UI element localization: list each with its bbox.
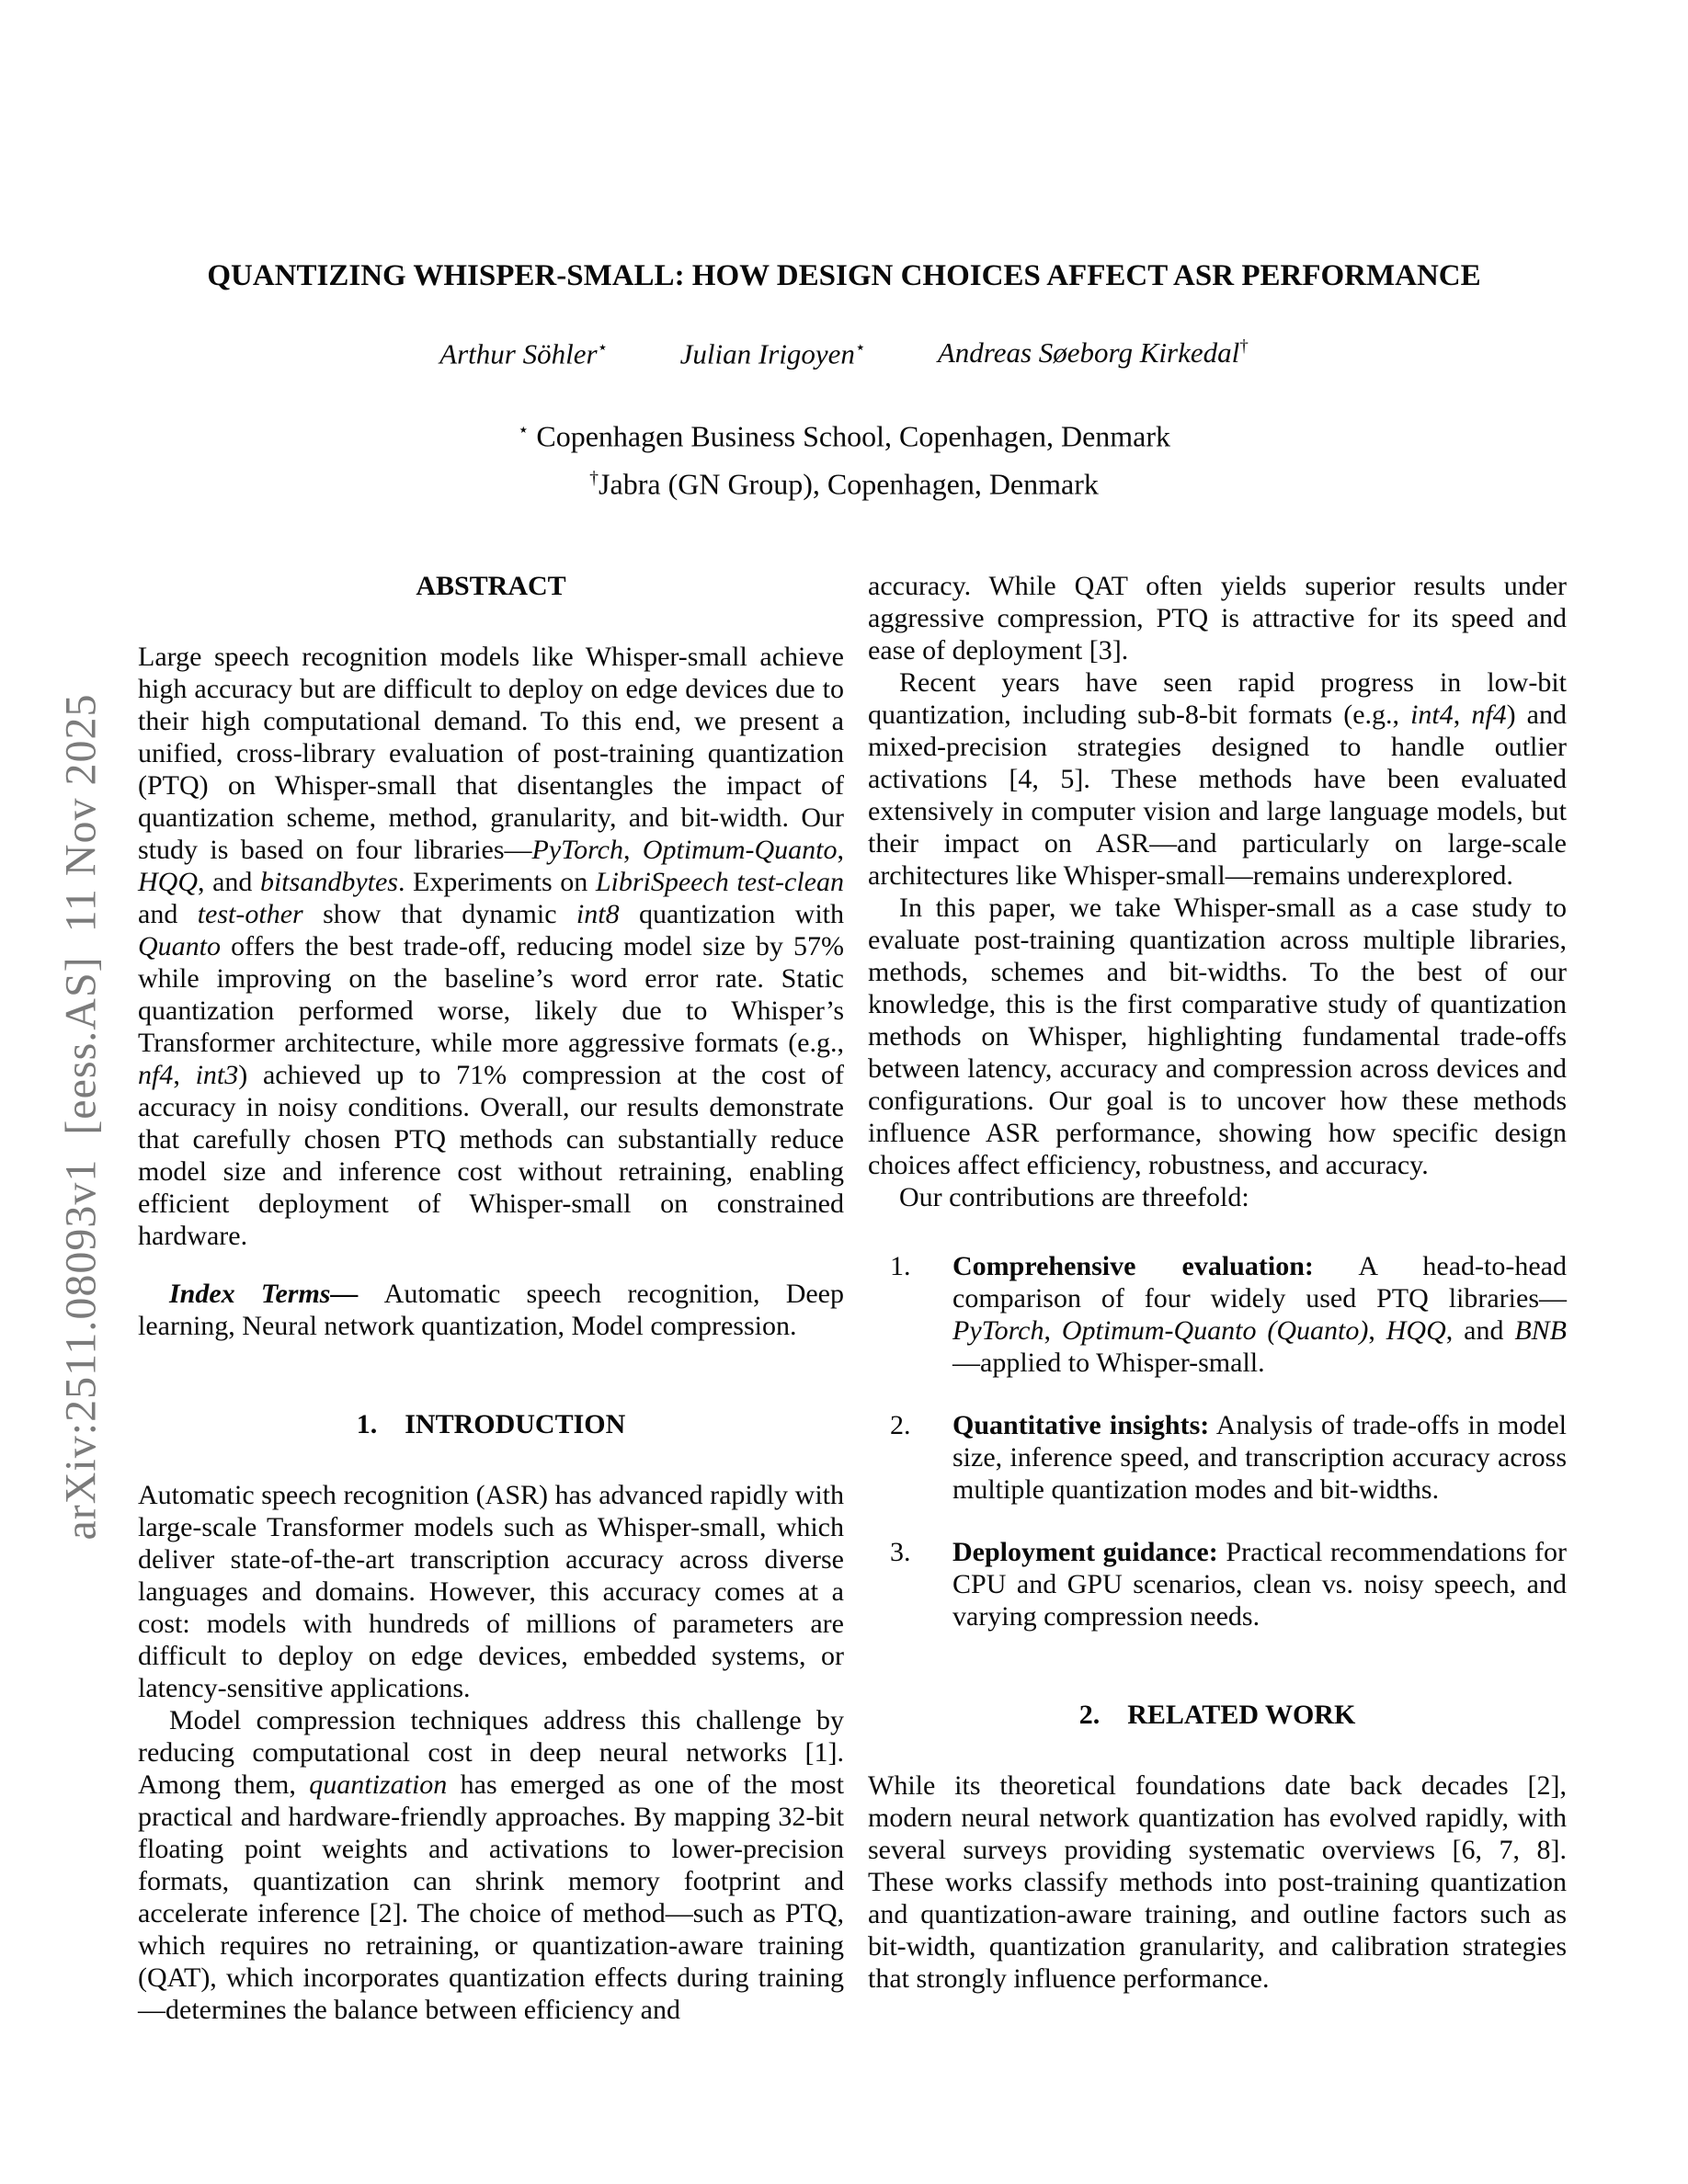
intro-paragraph-1 [138, 1479, 844, 1704]
affiliation [0, 410, 1688, 458]
author-mark: ⋆ [854, 338, 866, 358]
text-segment: Analysis of trade-offs in model size, inference speed, and transcription accuracy across multiple quantization modes and bit-widths. [952, 1410, 1568, 1505]
text-segment: Recent years have seen rapid progress in low-bit quantization, including sub-8-bit formats (e.g., [868, 667, 1567, 730]
affiliation-text: Jabra (GN Group), Copenhagen, Denmark [599, 467, 1099, 501]
text-segment: , and [1445, 1315, 1515, 1346]
text-segment: , [622, 835, 643, 865]
list-item-number: 1. [890, 1251, 911, 1281]
list-item [868, 1409, 1567, 1506]
text-segment: quantization [309, 1769, 448, 1800]
text-segment: , [1368, 1315, 1386, 1346]
index-terms [138, 1278, 844, 1342]
text-segment: nf4 [138, 1060, 174, 1090]
text-segment: Our contributions are threefold: [899, 1182, 1249, 1212]
text-segment: Automatic speech recognition (ASR) has advanced rapidly with large-scale Transformer models such as Whisper-small, which deliver state-of-the-art transcription accuracy across diverse languages and domains. However, this accuracy comes at a cost: models with hundreds of millions of parameters are difficult to deploy on edge devices, embedded systems, or latency-sensitive applications. [138, 1480, 844, 1703]
affiliations [0, 410, 1688, 505]
text-segment: Quanto [138, 931, 221, 961]
list-item-number: 2. [890, 1410, 911, 1440]
text-segment: . Experiments on [397, 867, 596, 897]
intro-paragraph-3 [868, 666, 1567, 892]
list-item [868, 1536, 1567, 1632]
text-segment: BNB [1514, 1315, 1568, 1346]
text-segment: Comprehensive evaluation: [952, 1251, 1314, 1281]
text-segment: int8 [576, 899, 620, 929]
text-segment: int4 [1410, 700, 1454, 730]
authors-row [0, 336, 1688, 370]
paper-title: QUANTIZING WHISPER-SMALL: HOW DESIGN CHOICES AFFECT ASR PERFORMANCE [207, 259, 1481, 292]
author-name: Julian Irigoyen [679, 337, 855, 370]
list-item [868, 1250, 1567, 1379]
affiliation-mark: † [589, 467, 599, 488]
list-item-text [952, 1250, 1567, 1379]
text-segment: , [1453, 700, 1472, 730]
text-segment: Large speech recognition models like Whisper-small achieve high accuracy but are difficult to deploy on edge devices due to their high computational demand. To this end, we present a unified, cross-library evaluation of post-training quantization (PTQ) on Whisper-small that disentangles the impact of quantization scheme, method, granularity, and bit-width. Our study is based on four libraries— [138, 642, 844, 865]
text-segment: Optimum-Quanto (Quanto) [1061, 1315, 1369, 1346]
text-segment: LibriSpeech test-clean [595, 867, 844, 897]
text-segment: offers the best trade-off, reducing model size by 57% while improving on the baseline’s word error rate. Static quantization performed worse, likely due to Whisper’s Transformer architecture, while more aggressive formats (e.g., [138, 931, 844, 1058]
intro-paragraph-4 [868, 892, 1567, 1181]
affiliation-text: Copenhagen Business School, Copenhagen, Denmark [529, 419, 1171, 453]
text-segment: Optimum-Quanto [642, 835, 838, 865]
right-column [868, 570, 1567, 1995]
text-segment: HQQ [138, 867, 198, 897]
text-segment: Deployment guidance: [952, 1537, 1218, 1567]
text-segment: and [138, 899, 198, 929]
section-1-heading: 1. INTRODUCTION [356, 1409, 626, 1439]
text-segment: ) achieved up to 71% compression at the cost of accuracy in noisy conditions. Overall, our results demonstrate that carefully chosen PTQ methods can substantially reduce model size and inference cost without retraining, enabling efficient deployment of Whisper-small on constrained hardware. [138, 1060, 845, 1251]
section-2-heading: 2. RELATED WORK [1078, 1700, 1356, 1730]
text-segment: test-other [197, 899, 303, 929]
text-segment: bitsandbytes [259, 867, 398, 897]
author-name: Andreas Søeborg Kirkedal [937, 336, 1240, 369]
author [680, 336, 866, 370]
text-segment: ) and mixed-precision strategies designed to handle outlier activations [4, 5]. These methods have been evaluated extensively in computer vision and large language models, but their impact on ASR—and particularly on large-scale architectures like Whisper-small—remains underexplored. [868, 700, 1568, 891]
list-item-text [952, 1536, 1567, 1632]
text-segment: has emerged as one of the most practical and hardware-friendly approaches. By mapping 32-bit floating point weights and activations to lower-precision formats, quantization can shrink memory footprint and accelerate inference [2]. The choice of method—such as PTQ, which requires no retraining, or quantization-aware training (QAT), which incorporates quantization effects during training—determines the balance between efficiency and [138, 1769, 844, 2025]
text-segment: , and [198, 867, 260, 897]
text-segment: Quantitative insights: [952, 1410, 1210, 1440]
author-mark: ⋆ [597, 338, 609, 358]
text-segment: show that dynamic [302, 899, 576, 929]
list-item-number: 3. [890, 1537, 911, 1567]
intro-paragraph-2-continued [868, 570, 1567, 666]
intro-paragraph-2 [138, 1704, 844, 2026]
text-segment: quantization with [619, 899, 844, 929]
text-segment: Automatic speech recognition, Deep learning, Neural network quantization, Model compression. [138, 1279, 844, 1341]
text-segment: PyTorch [531, 835, 623, 865]
affiliation-mark: ⋆ [517, 420, 530, 440]
text-segment: , [837, 835, 844, 865]
contributions-list [868, 1250, 1567, 1632]
text-segment: A head-to-head comparison of four widely used PTQ libraries— [952, 1251, 1567, 1314]
related-work-paragraph [868, 1769, 1567, 1995]
text-segment: accuracy. While QAT often yields superior results under aggressive compression, PTQ is attractive for its speed and ease of deployment [3]. [868, 571, 1567, 665]
arxiv-watermark: arXiv:2511.08093v1 [eess.AS] 11 Nov 2025 [56, 693, 106, 1541]
author-name: Arthur Söhler [439, 337, 598, 370]
list-item-text [952, 1409, 1567, 1506]
affiliation [0, 458, 1688, 506]
left-column [138, 570, 844, 2026]
text-segment: Model compression techniques address this challenge by reducing computational cost in deep neural networks [1]. Among them, [138, 1705, 844, 1800]
text-segment: In this paper, we take Whisper-small as a case study to evaluate post-training quantization across multiple libraries, methods, schemes and bit-widths. To the best of our knowledge, this is the first comparative study of quantization methods on Whisper, highlighting fundamental trade-offs between latency, accuracy and compression across devices and configurations. Our goal is to uncover how these methods influence ASR performance, showing how specific design choices affect efficiency, robustness, and accuracy. [868, 893, 1567, 1180]
text-segment: HQQ [1386, 1315, 1446, 1346]
text-segment: Practical recommendations for CPU and GPU scenarios, clean vs. noisy speech, and varying compression needs. [952, 1537, 1567, 1632]
text-segment: Index Terms— [169, 1279, 384, 1309]
author-mark: † [1239, 336, 1249, 357]
text-segment: nf4 [1471, 700, 1507, 730]
text-segment: While its theoretical foundations date back decades [2], modern neural network quantization has evolved rapidly, with several surveys providing systematic overviews [6, 7, 8]. These works classify methods into post-training quantization and quantization-aware training, and outline factors such as bit-width, quantization granularity, and calibration strategies that strongly influence performance. [868, 1770, 1567, 1994]
text-segment: , [173, 1060, 196, 1090]
abstract-heading: ABSTRACT [416, 571, 566, 601]
author [938, 336, 1249, 370]
text-segment: int3 [195, 1060, 239, 1090]
text-segment: PyTorch [952, 1315, 1044, 1346]
abstract-paragraph [138, 641, 844, 1252]
author [439, 336, 608, 370]
text-segment: —applied to Whisper-small. [952, 1348, 1265, 1378]
text-segment: , [1044, 1315, 1062, 1346]
contributions-lead [868, 1181, 1567, 1213]
